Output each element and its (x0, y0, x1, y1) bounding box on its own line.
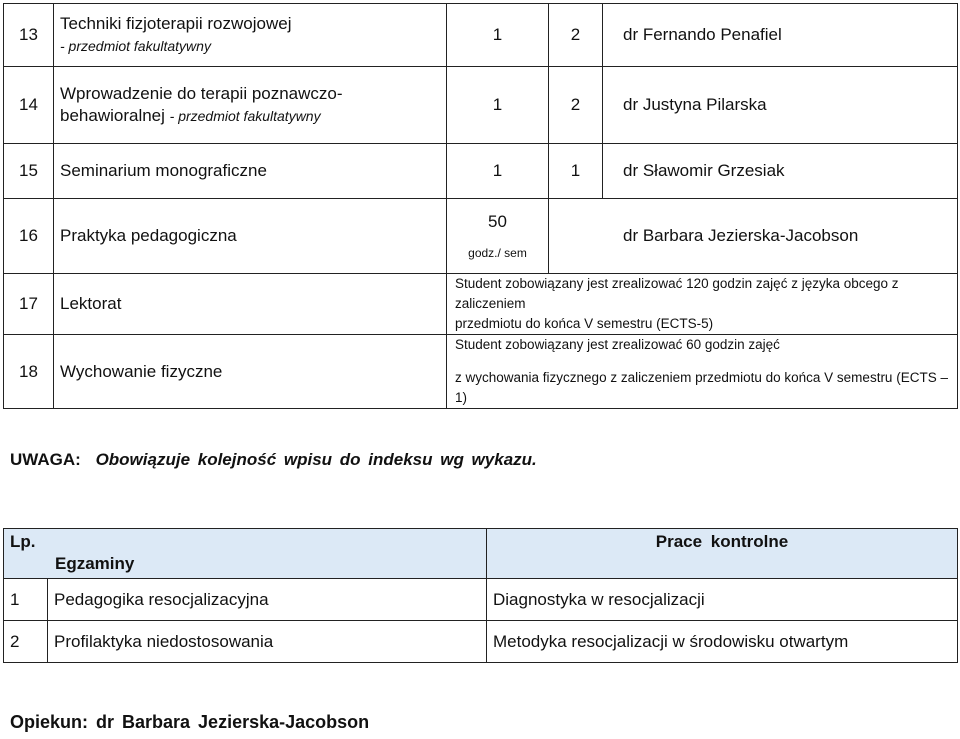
course-note-line2: przedmiotu do końca V semestru (ECTS-5) (455, 316, 714, 331)
exam-row-number: 2 (4, 621, 48, 663)
course-title: Techniki fizjoterapii rozwojowej (60, 14, 292, 33)
teacher-name: dr Barbara Jezierska-Jacobson (549, 199, 958, 274)
course-value-a: 1 (447, 4, 549, 67)
practice-hours-value: 50 (488, 212, 507, 231)
course-name (54, 67, 447, 144)
course-note (447, 335, 958, 409)
table-row (4, 274, 958, 335)
course-note-line1: Student zobowiązany jest zrealizować 120 godzin zajęć z języka obcego z zaliczeniem (455, 276, 899, 311)
exam-name: Profilaktyka niedostosowania (48, 621, 487, 663)
row-number: 13 (4, 4, 54, 67)
row-number: 18 (4, 335, 54, 409)
course-name (54, 4, 447, 67)
lp-header: Lp. (10, 532, 36, 551)
table-row (4, 199, 958, 274)
tests-header: Prace kontrolne (487, 529, 958, 579)
course-title-line2 (60, 105, 446, 127)
notice (10, 450, 537, 470)
course-name: Lektorat (54, 274, 447, 335)
course-name: Wychowanie fizyczne (54, 335, 447, 409)
exam-header-cell (4, 529, 487, 579)
row-number: 16 (4, 199, 54, 274)
practice-hours-unit: godz./ sem (468, 246, 527, 260)
test-name: Metodyka resocjalizacji w środowisku otwartym (487, 621, 958, 663)
table-row (4, 144, 958, 199)
teacher-name: dr Fernando Penafiel (603, 4, 958, 67)
table-row (4, 67, 958, 144)
course-value-b: 2 (549, 4, 603, 67)
supervisor: Opiekun: dr Barbara Jezierska-Jacobson (10, 712, 370, 732)
exam-table (3, 528, 958, 663)
exam-table-header (4, 529, 958, 579)
course-title-line1: Wprowadzenie do terapii poznawczo- (60, 84, 343, 103)
notice-text: Obowiązuje kolejność wpisu do indeksu wg wykazu. (95, 450, 537, 469)
course-note-line2: z wychowania fizycznego z zaliczeniem przedmiotu do końca V semestru (ECTS – 1) (455, 370, 948, 405)
teacher-name: dr Sławomir Grzesiak (603, 144, 958, 199)
course-name: Seminarium monograficzne (54, 144, 447, 199)
row-number: 15 (4, 144, 54, 199)
row-number: 14 (4, 67, 54, 144)
course-note (447, 274, 958, 335)
course-name: Praktyka pedagogiczna (54, 199, 447, 274)
exam-name: Pedagogika resocjalizacyjna (48, 579, 487, 621)
course-note-line1: Student zobowiązany jest zrealizować 60 godzin zajęć (455, 337, 780, 352)
exams-header: Egzaminy (55, 554, 135, 573)
table-row (4, 621, 958, 663)
notice-label: UWAGA: (10, 450, 81, 469)
exam-row-number: 1 (4, 579, 48, 621)
program-table (3, 3, 958, 409)
course-elective-note: - przedmiot fakultatywny (60, 38, 211, 54)
course-elective-note: - przedmiot fakultatywny (169, 108, 321, 124)
course-value-a: 1 (447, 144, 549, 199)
table-row (4, 4, 958, 67)
course-value-b: 2 (549, 67, 603, 144)
row-number: 17 (4, 274, 54, 335)
teacher-name: dr Justyna Pilarska (603, 67, 958, 144)
table-row (4, 579, 958, 621)
course-title-line2-text: behawioralnej (60, 106, 165, 125)
table-row (4, 335, 958, 409)
test-name: Diagnostyka w resocjalizacji (487, 579, 958, 621)
practice-hours (447, 199, 549, 274)
course-value-a: 1 (447, 67, 549, 144)
course-value-b: 1 (549, 144, 603, 199)
